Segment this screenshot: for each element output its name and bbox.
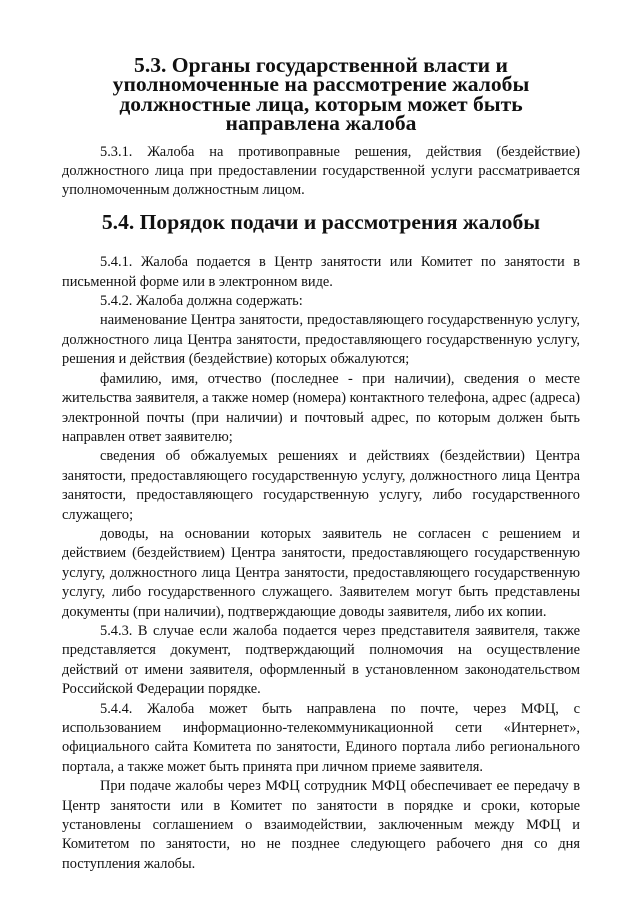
paragraph-5-3-1: 5.3.1. Жалоба на противоправные решения, действия (бездействие) должностного лица при предоставлении государственной услуги рассматривается уполномоченным должностным лицом. bbox=[62, 143, 580, 199]
section-5-3-heading: 5.3. Органы государственной власти и уполномоченные на рассмотрение жалобы должностные лица, которым может быть направлена жалоба bbox=[112, 53, 530, 136]
paragraph-complaint-item-name: наименование Центра занятости, предоставляющего государственную услугу, должностного лица Центра занятости, предоставляющего государственную услугу, решения и действия (бездействие) которых обжалуются; bbox=[62, 312, 580, 368]
section-5-4-heading: 5.4. Порядок подачи и рассмотрения жалобы bbox=[101, 209, 541, 234]
paragraph-complaint-item-applicant: фамилию, имя, отчество (последнее - при наличии), сведения о месте жительства заявителя, а также номер (номера) контактного телефона, адрес (адреса) электронной почты (при наличии) и почтовый адрес, по которым должен быть направлен ответ заявителю; bbox=[62, 370, 580, 445]
paragraph-5-4-2: 5.4.2. Жалоба должна содержать: bbox=[100, 293, 303, 310]
paragraph-5-4-3: 5.4.3. В случае если жалоба подается через представителя заявителя, также представляется документ, подтверждающий полномочия на осуществление действий от имени заявителя, оформленный в установленном законодательством Российской Федерации порядке. bbox=[62, 622, 580, 698]
paragraph-complaint-item-decisions: сведения об обжалуемых решениях и действиях (бездействии) Центра занятости, предоставляющего государственную услугу, должностного лица Центра занятости, предоставляющего государственную услугу, либо государственного служащего; bbox=[62, 448, 580, 523]
paragraph-5-4-1: 5.4.1. Жалоба подается в Центр занятости или Комитет по занятости в письменной форме или в электронном виде. bbox=[62, 254, 580, 290]
paragraph-mfc-transfer: При подаче жалобы через МФЦ сотрудник МФЦ обеспечивает ее передачу в Центр занятости или в Комитет по занятости в порядке и сроки, которые установлены соглашением о взаимодействии, заключенным между МФЦ и Комитетом по занятости, но не позднее следующего рабочего дня со дня поступления жалобы. bbox=[62, 778, 580, 872]
document-page bbox=[62, 53, 580, 874]
paragraph-5-4-4: 5.4.4. Жалоба может быть направлена по почте, через МФЦ, с использованием информационно-телекоммуникационной сети «Интернет», официального сайта Комитета по занятости, Единого портала либо регионального портала, а также может быть принята при личном приеме заявителя. bbox=[62, 700, 580, 775]
paragraph-complaint-item-arguments: доводы, на основании которых заявитель не согласен с решением и действием (бездействием) Центра занятости, предоставляющего государственную услугу, должностного лица Центра занятости, предоставляющего государственную услугу, либо государственного служащего. Заявителем могут быть представлены документы (при наличии), подтверждающие доводы заявителя, либо их копии. bbox=[62, 525, 580, 620]
